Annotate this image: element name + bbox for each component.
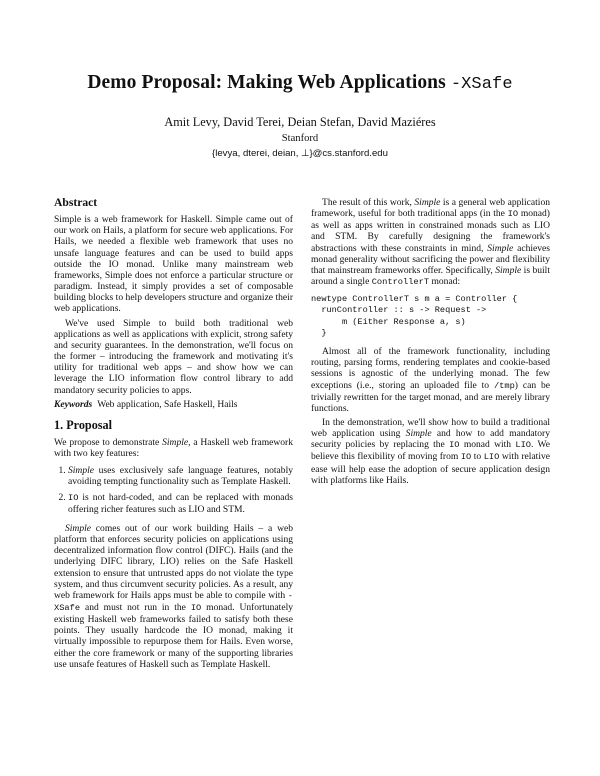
text-run: is a general web application framework, useful for both traditional apps (in the	[311, 197, 550, 220]
proposal-intro	[54, 437, 293, 459]
text-run: We propose to demonstrate	[54, 436, 163, 448]
inline-code: IO	[449, 440, 460, 451]
inline-code: IO	[460, 452, 472, 463]
text-run: and must not run in the	[80, 602, 191, 613]
emphasis: Simple	[65, 522, 91, 534]
emphasis: Simple	[68, 465, 94, 477]
keywords-label: Keywords	[54, 398, 93, 410]
text-run: and how to add mandatory security policies by replacing the	[311, 428, 551, 451]
email: {levya, dterei, deian, ⊥}@cs.stanford.edu	[212, 148, 388, 159]
emphasis: Simple	[414, 197, 441, 208]
text-run: In the demonstration, we'll show how to build a traditional web application using	[311, 417, 550, 440]
text-run: Almost all of the framework functionality, including routing, parsing forms, rendering templates and cookie-based sessions is agnostic of the underlying monad. The few exceptions (i.e., storing an uploaded file to	[311, 346, 550, 391]
text-run: monad with	[459, 439, 516, 451]
right-paragraph-3	[311, 417, 550, 486]
code-block: newtype ControllerT s m a = Controller { runController :: s -> Request -> m (Either Response a, s) }	[311, 294, 518, 338]
text-run: with relative ease will help ease the adoption of secure application design with platforms like Hails.	[311, 451, 550, 486]
paper-title	[0, 72, 600, 94]
keywords	[54, 399, 293, 410]
text-run: is built around a single	[311, 264, 550, 288]
text-run: ) can be trivially rewritten for the target monad, and are merely library functions.	[311, 379, 551, 414]
text-run: The result of this work,	[322, 197, 415, 208]
text-run: monad) as well as apps written in constrained monads such as LIO and STM. By carefully designing the framework's abstractions with these constraints in mind,	[311, 208, 550, 254]
text-run: , a Haskell web framework with two key features:	[54, 436, 294, 460]
inline-code: LIO	[515, 440, 531, 451]
list-item	[68, 465, 293, 487]
emphasis: Simple	[405, 428, 432, 440]
inline-code: ControllerT	[371, 277, 430, 288]
inline-code: IO	[507, 209, 519, 220]
right-column	[311, 197, 550, 489]
text-run: monad. Unfortunately existing Haskell web frameworks failed to satisfy both these points. They usually hardcode the IO monad, making it virtually impossible to repurpose them for Hails. Even worse, either the core framework or many of the supporting libraries use unsafe features of Haskell such as Template Haskell.	[54, 602, 293, 670]
keywords-text: Web application, Safe Haskell, Hails	[97, 398, 238, 410]
inline-code: /tmp	[493, 380, 515, 391]
inline-code: LIO	[483, 452, 500, 463]
text-run: uses exclusively safe language features, notably avoiding tempting functionality such as Template Haskell.	[68, 465, 293, 488]
list-item	[68, 492, 293, 515]
text-run: . We believe this flexibility of moving from	[311, 439, 550, 463]
abstract-paragraph-2: We've used Simple to build both traditional web applications as well as applications with explicit, strong safety and security guarantees. In the demonstration, we'll focus on the former – introducing the framework and motivating it's utility for traditional web apps – and show how we can leverage the LIO information flow control library to add mandatory security policies to apps.	[54, 317, 293, 396]
abstract-paragraph-1: Simple is a web framework for Haskell. Simple came out of our work on Hails, a platform for secure web applications. For Hails, we needed a flexible web framework that uses no unsafe language features and can be used to build apps outside the IO monad. Unlike many mainstream web frameworks, Simple does not enforce a particular structure or paradigm. Instead, it simply provides a set of composable building blocks to help developers structure and organize their web applications.	[54, 214, 293, 315]
text-run: achieves monad generality without sacrificing the power and flexibility that mainstream frameworks offer. Specifically,	[311, 242, 550, 276]
left-column	[54, 197, 293, 673]
right-paragraph-2	[311, 346, 550, 414]
title-suffix: -XSafe	[450, 75, 513, 94]
inline-code: -XSafe	[54, 590, 293, 613]
emphasis: Simple	[487, 242, 514, 254]
right-paragraph-1	[311, 197, 550, 288]
section-heading-proposal: 1. Proposal	[54, 417, 113, 432]
proposal-paragraph	[54, 523, 293, 670]
text-run: comes out of our work building Hails – a web platform that enforces security policies on applications using decentralized information flow control (DIFC). Hails (and the underlying DIFC library, LIO) relies on the Safe Haskell extension to ensure that untrusted apps do not violate the type system, and thus circumvent security policies. As a result, any web framework for Hails apps must be able to compile with	[54, 522, 293, 601]
text-run: is not hard-coded, and can be replaced with monads offering richer features such as LIO and STM.	[68, 491, 293, 515]
title-text: Demo Proposal: Making Web Applications	[87, 72, 446, 93]
authors: Amit Levy, David Terei, Deian Stefan, David Maziéres	[164, 115, 436, 129]
text-run: monad:	[429, 276, 461, 288]
text-run: to	[471, 451, 484, 463]
feature-list	[54, 465, 293, 515]
abstract-heading: Abstract	[54, 196, 98, 209]
inline-code: IO	[68, 492, 79, 503]
emphasis: Simple	[495, 264, 522, 276]
emphasis: Simple	[162, 436, 189, 448]
inline-code: IO	[190, 603, 202, 613]
affiliation: Stanford	[281, 133, 319, 144]
